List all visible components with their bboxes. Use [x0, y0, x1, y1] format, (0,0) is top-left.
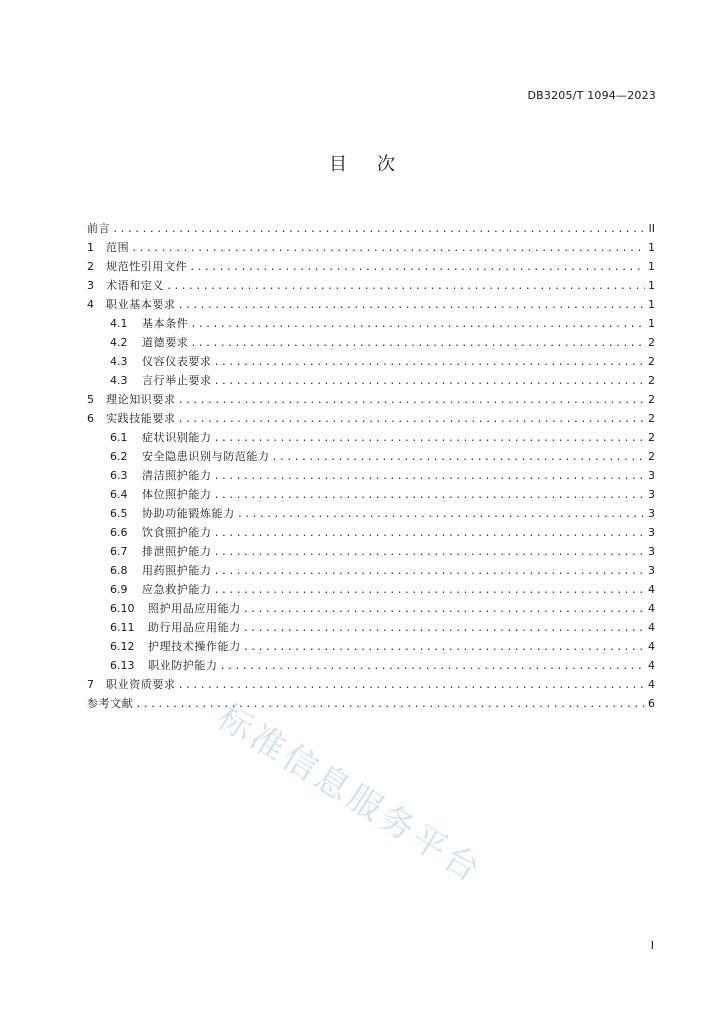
toc-entry[interactable]: [87, 390, 655, 409]
toc-dot-leader: [166, 277, 645, 296]
toc-entry-label: 仪容仪表要求: [142, 355, 212, 368]
toc-entry-number: 7: [87, 678, 94, 691]
toc-entry-number: 6.5: [110, 507, 128, 520]
toc-entry[interactable]: [87, 295, 655, 314]
toc-entry-number: 6.9: [110, 583, 128, 596]
toc-entry-number: 6.3: [110, 469, 128, 482]
toc-entry-number: 6.11: [110, 621, 135, 634]
toc-entry[interactable]: [87, 485, 655, 504]
toc-entry-label: 范围: [106, 241, 130, 254]
toc-entry-label: 饮食照护能力: [142, 526, 212, 539]
document-code: DB3205/T 1094—2023: [527, 89, 656, 102]
toc-entry[interactable]: [87, 542, 655, 561]
toc-entry-page: 1: [648, 317, 655, 330]
toc-entry-number: 6.2: [110, 450, 128, 463]
toc-dot-leader: [178, 391, 645, 410]
toc-entry-page: 4: [648, 678, 655, 691]
toc-entry-page: 2: [648, 431, 655, 444]
toc-entry[interactable]: [87, 314, 655, 333]
toc-entry-label: 职业基本要求: [106, 298, 176, 311]
toc-entry-number: 6.7: [110, 545, 128, 558]
toc-entry[interactable]: [87, 580, 655, 599]
toc-entry-page: 1: [648, 298, 655, 311]
toc-entry-number: 6.10: [110, 602, 135, 615]
toc-entry[interactable]: [87, 219, 655, 238]
toc-entry-page: 2: [648, 336, 655, 349]
toc-dot-leader: [135, 695, 645, 714]
toc-entry-page: 2: [648, 374, 655, 387]
toc-entry-number: 5: [87, 393, 94, 406]
toc-entry-label: 用药照护能力: [142, 564, 212, 577]
toc-entry-label: 规范性引用文件: [106, 260, 188, 273]
toc-entry-page: 2: [648, 450, 655, 463]
toc-entry-label: 前言: [87, 222, 111, 235]
toc-entry-number: 4: [87, 298, 94, 311]
toc-entry[interactable]: [87, 618, 655, 637]
toc-entry-page: 1: [648, 260, 655, 273]
toc-entry-label: 职业防护能力: [148, 659, 218, 672]
toc-entry-page: 3: [648, 507, 655, 520]
toc-entry-label: 症状识别能力: [142, 431, 212, 444]
toc-entry-label: 照护用品应用能力: [148, 602, 241, 615]
toc-entry-number: 3: [87, 279, 94, 292]
toc-entry-page: 3: [648, 488, 655, 501]
toc-entry-label: 助行用品应用能力: [148, 621, 241, 634]
table-of-contents: [87, 219, 655, 713]
toc-dot-leader: [214, 524, 645, 543]
toc-entry-page: 4: [648, 640, 655, 653]
toc-dot-leader: [237, 505, 645, 524]
toc-entry-number: 6.4: [110, 488, 128, 501]
toc-entry-page: 2: [648, 355, 655, 368]
toc-entry[interactable]: [87, 257, 655, 276]
toc-dot-leader: [214, 562, 645, 581]
toc-dot-leader: [214, 429, 645, 448]
toc-entry[interactable]: [87, 675, 655, 694]
toc-entry-label: 应急救护能力: [142, 583, 212, 596]
toc-dot-leader: [243, 638, 645, 657]
toc-dot-leader: [190, 315, 645, 334]
toc-dot-leader: [214, 543, 645, 562]
toc-entry-page: 3: [648, 526, 655, 539]
toc-entry[interactable]: [87, 371, 655, 390]
toc-entry[interactable]: [87, 599, 655, 618]
toc-entry-label: 体位照护能力: [142, 488, 212, 501]
toc-entry-page: 4: [648, 659, 655, 672]
toc-entry[interactable]: [87, 656, 655, 675]
toc-entry-page: 4: [648, 602, 655, 615]
toc-entry[interactable]: [87, 333, 655, 352]
toc-entry-label: 清洁照护能力: [142, 469, 212, 482]
toc-entry-number: 2: [87, 260, 94, 273]
toc-entry-page: 2: [648, 393, 655, 406]
toc-entry-number: 6.12: [110, 640, 135, 653]
toc-entry-label: 实践技能要求: [106, 412, 176, 425]
toc-entry-number: 6.1: [110, 431, 128, 444]
toc-dot-leader: [131, 239, 645, 258]
watermark: 标准信息服务平台: [210, 696, 490, 892]
toc-entry-label: 职业资质要求: [106, 678, 176, 691]
toc-entry-label: 术语和定义: [106, 279, 164, 292]
toc-entry-page: 6: [648, 697, 655, 710]
toc-entry-page: 2: [648, 412, 655, 425]
toc-entry-number: 4.1: [110, 317, 128, 330]
toc-entry-page: 1: [648, 279, 655, 292]
toc-entry-number: 6.6: [110, 526, 128, 539]
toc-dot-leader: [178, 410, 645, 429]
toc-entry-label: 基本条件: [142, 317, 189, 330]
toc-entry-label: 言行举止要求: [142, 374, 212, 387]
toc-entry-page: 3: [648, 545, 655, 558]
toc-entry[interactable]: [87, 561, 655, 580]
toc-dot-leader: [214, 353, 645, 372]
toc-entry-page: II: [648, 222, 655, 235]
toc-entry-page: 4: [648, 583, 655, 596]
toc-dot-leader: [189, 258, 645, 277]
toc-entry-number: 4.2: [110, 336, 128, 349]
toc-entry-page: 3: [648, 564, 655, 577]
toc-entry-page: 1: [648, 241, 655, 254]
page-title: 目次: [329, 154, 425, 175]
toc-entry[interactable]: [87, 466, 655, 485]
toc-dot-leader: [243, 619, 645, 638]
page-number: I: [650, 939, 654, 952]
toc-entry-label: 排泄照护能力: [142, 545, 212, 558]
toc-entry[interactable]: [87, 447, 655, 466]
toc-dot-leader: [214, 372, 645, 391]
toc-entry-number: 6.8: [110, 564, 128, 577]
toc-dot-leader: [214, 581, 645, 600]
toc-entry[interactable]: [87, 504, 655, 523]
toc-entry-number: 6: [87, 412, 94, 425]
toc-dot-leader: [243, 600, 645, 619]
toc-dot-leader: [272, 448, 645, 467]
toc-entry-number: 1: [87, 241, 94, 254]
toc-dot-leader: [178, 676, 645, 695]
toc-entry-number: 4.3: [110, 355, 128, 368]
toc-entry-label: 道德要求: [142, 336, 189, 349]
toc-dot-leader: [214, 486, 645, 505]
toc-entry-label: 安全隐患识别与防范能力: [142, 450, 270, 463]
toc-dot-leader: [178, 296, 645, 315]
toc-entry[interactable]: [87, 409, 655, 428]
toc-dot-leader: [214, 467, 645, 486]
toc-entry-page: 3: [648, 469, 655, 482]
toc-entry-label: 参考文献: [87, 697, 134, 710]
toc-entry-label: 协助功能锻炼能力: [142, 507, 235, 520]
toc-entry-label: 护理技术操作能力: [148, 640, 241, 653]
toc-entry[interactable]: [87, 352, 655, 371]
toc-entry[interactable]: [87, 637, 655, 656]
toc-entry-number: 6.13: [110, 659, 135, 672]
toc-entry[interactable]: [87, 238, 655, 257]
toc-dot-leader: [190, 334, 645, 353]
toc-entry[interactable]: [87, 428, 655, 447]
toc-entry-number: 4.3: [110, 374, 128, 387]
toc-entry-page: 4: [648, 621, 655, 634]
toc-dot-leader: [220, 657, 645, 676]
toc-entry[interactable]: [87, 694, 655, 713]
toc-entry-label: 理论知识要求: [106, 393, 176, 406]
toc-dot-leader: [112, 220, 645, 239]
toc-entry[interactable]: [87, 523, 655, 542]
toc-entry[interactable]: [87, 276, 655, 295]
